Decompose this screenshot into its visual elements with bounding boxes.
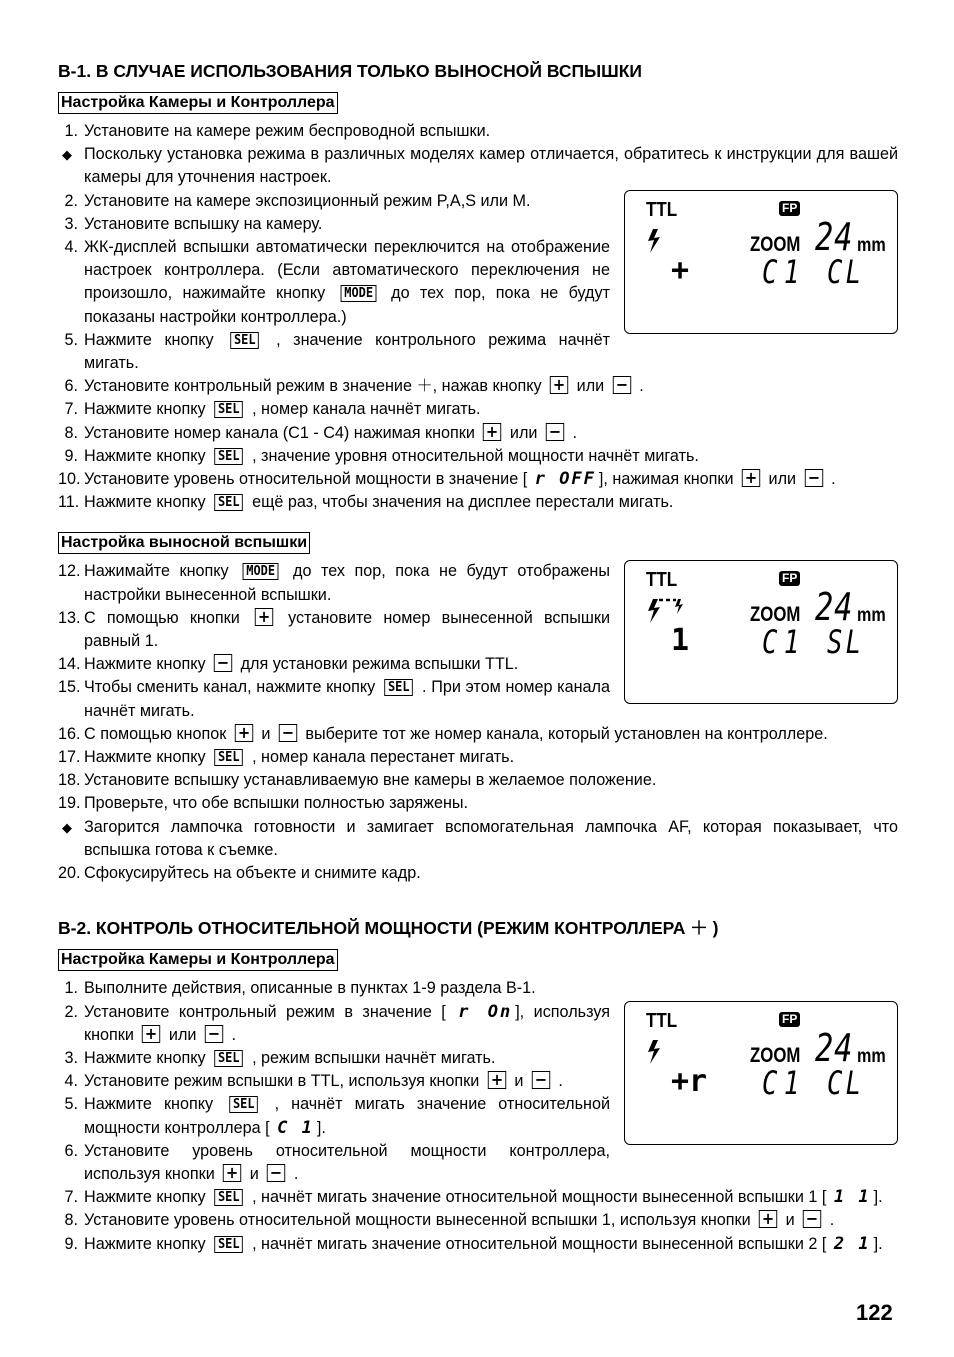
step-text: или — [768, 470, 797, 489]
step-text: , значение контрольного режима начнёт мигать. — [84, 330, 611, 373]
lcd-segment-value: r On — [458, 1001, 513, 1022]
step-text: Загорится лампочка готовности и замигает вспомогательная лампочка AF, которая показывает, что вспышка готова к съемке. — [84, 817, 898, 859]
step-text: или — [168, 1025, 197, 1044]
plus-button-icon: + — [255, 608, 273, 626]
minus-button-icon: − — [546, 423, 564, 441]
step-number: 1. — [64, 122, 78, 140]
note-item — [58, 143, 898, 189]
step-item — [58, 1070, 898, 1093]
plus-button-icon: + — [142, 1025, 160, 1043]
instruction-list — [58, 120, 898, 514]
step-number: 5. — [64, 1095, 78, 1114]
lcd-ttl-indicator: TTL — [646, 1009, 678, 1032]
step-item — [58, 236, 898, 329]
step-item — [58, 1001, 898, 1047]
subsection-header — [58, 92, 898, 118]
lcd-fp-badge: FP — [779, 1012, 800, 1027]
lcd-segment-value: 1 1 — [833, 1187, 871, 1208]
step-item — [58, 1233, 898, 1256]
step-text: ]. — [873, 1188, 883, 1207]
lcd-setting: CL — [827, 1063, 865, 1102]
step-number: 8. — [64, 1211, 78, 1230]
step-number: 9. — [64, 446, 78, 465]
step-text: , значение уровня относительной мощности начнёт мигать. — [252, 446, 699, 465]
sel-button-icon: SEL — [214, 494, 243, 511]
step-text: Установите вспышку на камеру. — [84, 214, 323, 233]
step-text: , режим вспышки начнёт мигать. — [252, 1048, 496, 1067]
step-text: Нажмите кнопку — [84, 400, 206, 419]
subsection-title: Настройка Камеры и Контроллера — [58, 949, 338, 971]
step-text: для установки режима вспышки TTL. — [240, 655, 519, 674]
step-text: Сфокусируйтесь на объекте и снимите кадр. — [84, 864, 421, 883]
sel-button-icon: SEL — [214, 401, 243, 418]
lcd-zoom-label: ZOOM — [750, 1043, 801, 1067]
step-text: Нажмите кнопку — [84, 1234, 206, 1253]
step-number: 11. — [58, 493, 80, 512]
step-text: Нажмите кнопку — [84, 493, 206, 512]
step-item — [58, 190, 898, 213]
step-number: 4. — [64, 1072, 78, 1091]
sel-button-icon: SEL — [214, 1236, 243, 1253]
step-text: , номер канала перестанет мигать. — [252, 748, 515, 767]
step-text: Установите номер канала (C1 - C4) нажимая кнопки — [84, 423, 475, 442]
mode-button-icon: MODE — [340, 285, 376, 302]
step-text: Нажмите кнопку — [84, 330, 214, 349]
section-heading: B-2. КОНТРОЛЬ ОТНОСИТЕЛЬНОЙ МОЩНОСТИ (РЕЖИМ КОНТРОЛЛЕРА ＋ ) — [58, 918, 719, 939]
step-text: Нажмите кнопку — [84, 446, 206, 465]
step-number: ◆ — [62, 819, 72, 835]
step-item — [58, 792, 898, 815]
step-item — [58, 120, 898, 143]
plus-button-icon: + — [235, 724, 253, 742]
step-text: и — [514, 1072, 524, 1091]
lcd-segment-value: C 1 — [277, 1117, 314, 1138]
sel-button-icon: SEL — [214, 448, 243, 465]
step-number: 17. — [58, 748, 81, 767]
step-text: Установите контрольный режим в значение ＋, нажав кнопку — [84, 377, 542, 396]
page-number: 122 — [856, 1300, 893, 1325]
step-number: ◆ — [62, 147, 72, 163]
step-number: 2. — [64, 191, 78, 210]
step-item — [58, 491, 898, 514]
step-number: 3. — [64, 1048, 78, 1067]
minus-button-icon: − — [532, 1071, 550, 1089]
lcd-channel: C1 — [762, 1063, 806, 1102]
lcd-channel: C1 — [762, 252, 806, 291]
plus-button-icon: + — [483, 423, 501, 441]
step-number: 3. — [64, 214, 78, 233]
step-text: , начнёт мигать значение относительной мощности контроллера [ — [84, 1095, 610, 1137]
lcd-ttl-indicator: TTL — [646, 569, 678, 592]
step-text: . — [293, 1164, 299, 1183]
subsection-header — [58, 949, 898, 975]
step-text: и — [785, 1211, 795, 1230]
sel-button-icon: SEL — [214, 1189, 243, 1206]
step-text: ], используя кнопки — [84, 1002, 610, 1044]
step-number: 8. — [64, 423, 78, 442]
step-text: . — [639, 377, 644, 396]
step-item — [58, 329, 898, 375]
step-item — [58, 977, 898, 1000]
step-text: . — [831, 470, 836, 489]
step-item — [58, 445, 898, 468]
step-item — [58, 1047, 898, 1070]
step-item — [58, 723, 898, 746]
step-number: 6. — [64, 1141, 78, 1160]
manual-page — [58, 58, 898, 1256]
lcd-zoom-label: ZOOM — [750, 603, 801, 627]
step-item — [58, 1186, 898, 1209]
step-text: С помощью кнопки — [84, 608, 240, 627]
lcd-setting: SL — [827, 623, 865, 662]
step-item — [58, 769, 898, 792]
step-text: Установите на камере экспозиционный режим P,A,S или M. — [84, 191, 531, 210]
step-text: , номер канала начнёт мигать. — [252, 400, 481, 419]
step-text: Проверьте, что обе вспышки полностью заряжены. — [84, 794, 469, 813]
instruction-list — [58, 977, 898, 1255]
lcd-mode-indicator: + — [671, 252, 690, 288]
step-text: . — [558, 1072, 563, 1091]
minus-button-icon: − — [205, 1025, 223, 1043]
step-number: 12. — [58, 562, 81, 581]
step-item — [58, 398, 898, 421]
step-text: ], нажимая кнопки — [598, 470, 734, 489]
step-number: 16. — [58, 724, 81, 743]
step-text: , начнёт мигать значение относительной мощности вынесенной вспышки 2 [ — [252, 1234, 827, 1253]
step-text: Установите вспышку устанавливаемую вне камеры в желаемое положение. — [84, 771, 657, 790]
sel-button-icon: SEL — [214, 749, 243, 766]
step-number: 6. — [64, 377, 78, 396]
step-text: Нажмите кнопку — [84, 748, 206, 767]
step-number: 13. — [58, 608, 81, 627]
plus-button-icon: + — [223, 1164, 241, 1182]
sel-button-icon: SEL — [214, 1050, 243, 1067]
step-text: Установите уровень относительной мощности в значение [ — [84, 470, 528, 489]
step-text: ещё раз, чтобы значения на дисплее перестали мигать. — [252, 493, 674, 512]
lcd-segment-value: r OFF — [534, 469, 596, 490]
lcd-zoom-value: 24 — [815, 1025, 854, 1070]
lcd-zoom-value: 24 — [815, 585, 854, 630]
minus-button-icon: − — [804, 469, 822, 487]
step-text: или — [576, 377, 605, 396]
lcd-zoom-value: 24 — [815, 214, 854, 259]
step-item — [58, 213, 898, 236]
step-item — [58, 560, 898, 606]
plus-button-icon: + — [550, 376, 568, 394]
sel-button-icon: SEL — [230, 332, 259, 349]
lcd-fp-badge: FP — [779, 571, 800, 586]
step-text: С помощью кнопок — [84, 724, 227, 743]
lcd-channel: C1 — [762, 623, 806, 662]
step-text: . — [572, 423, 577, 442]
plus-button-icon: + — [759, 1210, 777, 1228]
step-item — [58, 653, 898, 676]
plus-button-icon: + — [742, 469, 760, 487]
minus-button-icon: − — [612, 376, 630, 394]
step-text: Нажмите кнопку — [84, 1188, 206, 1207]
step-text: Нажимайте кнопку — [84, 562, 229, 581]
step-number: 2. — [64, 1002, 78, 1021]
step-text: и — [249, 1164, 259, 1183]
lcd-zoom-unit: mm — [857, 605, 886, 627]
note-item — [58, 816, 898, 862]
subsection-title: Настройка Камеры и Контроллера — [58, 92, 338, 114]
step-item — [58, 1140, 898, 1186]
lcd-mode-indicator: 1 — [671, 623, 690, 659]
lcd-setting: CL — [827, 252, 865, 291]
step-item — [58, 746, 898, 769]
step-text: Поскольку установка режима в различных моделях камер отличается, обратитесь к инструкции для вашей камеры для уточнения настроек. — [84, 145, 898, 187]
step-item — [58, 862, 898, 885]
step-number: 10. — [58, 470, 81, 489]
step-text: до тех пор, пока не будут показаны настройки контроллера.) — [84, 284, 611, 326]
step-number: 1. — [64, 979, 78, 998]
step-text: Установите контрольный режим в значение [ — [84, 1002, 446, 1021]
step-text: ЖК-дисплей вспышки автоматически переключится на отображение настроек контроллера. (Если автоматического переключения не произошло, нажимайте кнопку — [84, 238, 610, 303]
step-number: 5. — [64, 330, 78, 349]
lcd-mode-indicator: +r — [671, 1063, 708, 1099]
step-item — [58, 607, 898, 653]
step-text: Установите на камере режим беспроводной вспышки. — [84, 122, 491, 140]
step-item — [58, 676, 898, 722]
sel-button-icon: SEL — [384, 679, 413, 696]
step-number: 7. — [64, 400, 78, 419]
step-item — [58, 1093, 898, 1139]
step-item — [58, 375, 898, 398]
minus-button-icon: − — [267, 1164, 285, 1182]
step-text: и — [261, 724, 271, 743]
step-number: 9. — [64, 1234, 78, 1253]
subsection-header — [58, 532, 898, 558]
step-text: установите номер вынесенной вспышки равный 1. — [84, 608, 611, 651]
lcd-zoom-unit: mm — [857, 234, 886, 256]
lcd-ttl-indicator: TTL — [646, 198, 678, 221]
minus-button-icon: − — [803, 1210, 821, 1228]
instruction-list — [58, 560, 898, 885]
mode-button-icon: MODE — [243, 563, 279, 580]
step-text: или — [509, 423, 538, 442]
sel-button-icon: SEL — [229, 1096, 258, 1113]
step-text: . При этом номер канала начнёт мигать. — [84, 678, 611, 720]
step-text: ]. — [873, 1234, 883, 1253]
plus-button-icon: + — [488, 1071, 506, 1089]
lcd-zoom-unit: mm — [857, 1045, 886, 1067]
step-item — [58, 468, 898, 491]
step-number: 20. — [58, 864, 81, 883]
lcd-fp-badge: FP — [779, 201, 800, 216]
step-text: , начнёт мигать значение относительной мощности вынесенной вспышки 1 [ — [252, 1188, 827, 1207]
step-text: Нажмите кнопку — [84, 1095, 214, 1114]
step-number: 4. — [64, 238, 78, 257]
step-number: 15. — [58, 678, 81, 697]
step-item — [58, 1209, 898, 1232]
minus-button-icon: − — [279, 724, 297, 742]
step-item — [58, 422, 898, 445]
subsection-title: Настройка выносной вспышки — [58, 532, 310, 554]
step-number: 14. — [58, 655, 81, 674]
lcd-zoom-label: ZOOM — [750, 232, 801, 256]
step-text: выберите тот же номер канала, который установлен на контроллере. — [305, 724, 828, 743]
step-text: . — [829, 1211, 835, 1230]
step-text: Установите режим вспышки в TTL, используя кнопки — [84, 1072, 480, 1091]
step-number: 19. — [58, 794, 81, 813]
step-number: 18. — [58, 771, 81, 790]
step-number: 7. — [64, 1188, 78, 1207]
step-text: . — [231, 1025, 236, 1044]
step-text: Чтобы сменить канал, нажмите кнопку — [84, 678, 376, 697]
step-text: Установите уровень относительной мощности контроллера, используя кнопки — [84, 1141, 610, 1183]
step-text: Нажмите кнопку — [84, 655, 206, 674]
step-text: Установите уровень относительной мощности вынесенной вспышки 1, используя кнопки — [84, 1211, 751, 1230]
step-text: до тех пор, пока не будут отображены настройки вынесенной вспышки. — [84, 562, 611, 604]
lcd-segment-value: 2 1 — [833, 1233, 871, 1254]
minus-button-icon: − — [214, 654, 232, 672]
step-text: ]. — [316, 1118, 326, 1137]
step-text: Нажмите кнопку — [84, 1048, 206, 1067]
section-heading: B-1. В СЛУЧАЕ ИСПОЛЬЗОВАНИЯ ТОЛЬКО ВЫНОСНОЙ ВСПЫШКИ — [58, 61, 643, 81]
step-text: Выполните действия, описанные в пунктах 1-9 раздела B-1. — [84, 979, 536, 998]
